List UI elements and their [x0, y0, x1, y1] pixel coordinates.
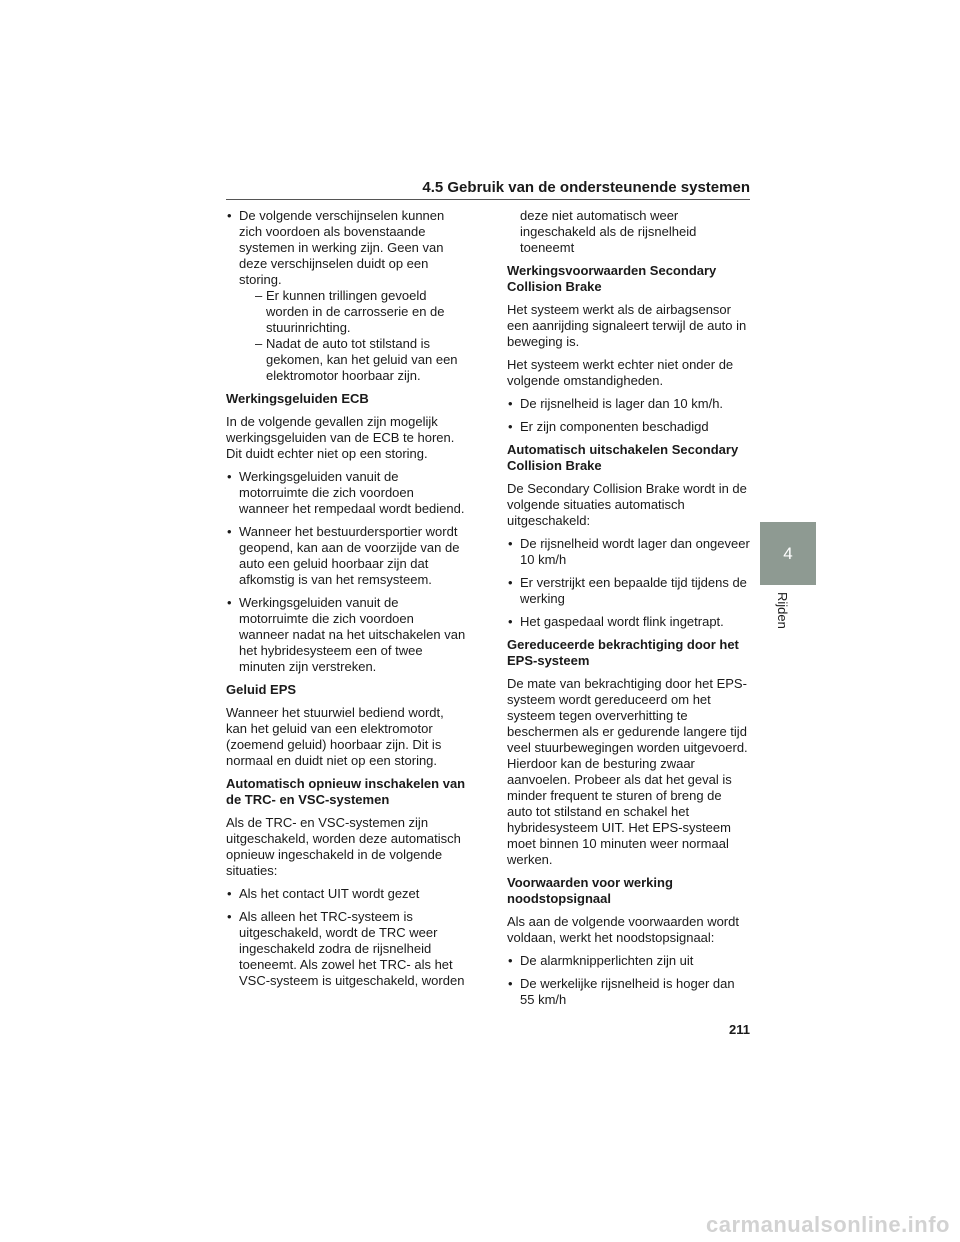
- list-item: • Er zijn componenten beschadigd: [507, 419, 750, 435]
- list-item: • Het gaspedaal wordt flink ingetrapt.: [507, 614, 750, 630]
- heading-auto-off: Automatisch uitschakelen Secondary Collision Brake: [507, 442, 739, 473]
- paragraph-ecb: In de volgende gevallen zijn mogelijk werkingsgeluiden van de ECB te horen. Dit duidt echter niet op een storing.: [226, 414, 455, 461]
- list-item: • De werkelijke rijsnelheid is hoger dan 55 km/h: [507, 976, 750, 1008]
- paragraph-reduced-assist: De mate van bekrachtiging door het EPS-systeem wordt gereduceerd om het systeem tegen oververhitting te beschermen als er gedurende langere tijd veel stuurbewegingen worden uitgevoerd. Hierdoor kan de besturing zwaar aanvoelen. Probeer als dat het geval is minder frequent te sturen of breng de auto tot stilstand en schakel het hybridesysteem UIT. Het EPS-systeem moet binnen 10 minuten weer normaal werken.: [507, 676, 748, 867]
- paragraph-emergency-signal: Als aan de volgende voorwaarden wordt voldaan, werkt het noodstopsignaal:: [507, 914, 739, 945]
- list-item: • De alarmknipperlichten zijn uit: [507, 953, 750, 969]
- bullet-text: • De volgende verschijnselen kunnen zich voordoen als bovenstaande systemen in werking zijn. Geen van deze verschijnselen duidt op een storing.: [239, 208, 445, 287]
- list-item: • Er verstrijkt een bepaalde tijd tijdens de werking: [507, 575, 750, 607]
- header-divider: [226, 199, 750, 200]
- list-item: • Als het contact UIT wordt gezet: [226, 886, 466, 902]
- page-number: 211: [729, 1022, 750, 1037]
- watermark: carmanualsonline.info: [706, 1212, 950, 1237]
- sub-item: – Er kunnen trillingen gevoeld worden in de carrosserie en de stuurinrichting.: [239, 288, 466, 336]
- sub-item: – Nadat de auto tot stilstand is gekomen, kan het geluid van een elektromotor hoorbaar zijn.: [239, 336, 466, 384]
- section-header: 4.5 Gebruik van de ondersteunende systemen: [422, 179, 750, 196]
- list-item: • Als alleen het TRC-systeem is uitgeschakeld, wordt de TRC weer ingeschakeld zodra de rijsnelheid toeneemt. Als zowel het TRC- als het VSC-systeem is uitgeschakeld, worden: [226, 909, 466, 989]
- chapter-tab-label: Rijden: [775, 592, 790, 629]
- heading-trc: Automatisch opnieuw inschakelen van de TRC- en VSC-systemen: [226, 776, 466, 807]
- paragraph-trc: Als de TRC- en VSC-systemen zijn uitgeschakeld, worden deze automatisch opnieuw ingeschakeld in de volgende situaties:: [226, 815, 461, 878]
- heading-eps: Geluid EPS: [226, 682, 297, 697]
- list-item-continuation: deze niet automatisch weer ingeschakeld als de rijsnelheid toeneemt: [520, 208, 697, 255]
- right-column: [507, 208, 750, 1015]
- list-item: • De rijsnelheid is lager dan 10 km/h.: [507, 396, 750, 412]
- paragraph-scb-2: Het systeem werkt echter niet onder de volgende omstandigheden.: [507, 357, 734, 388]
- heading-reduced-assist: Gereduceerde bekrachtiging door het EPS-systeem: [507, 637, 739, 668]
- list-item: • Werkingsgeluiden vanuit de motorruimte die zich voordoen wanneer het rempedaal wordt bediend.: [226, 469, 466, 517]
- paragraph-auto-off: De Secondary Collision Brake wordt in de volgende situaties automatisch uitgeschakeld:: [507, 481, 747, 528]
- list-item: • Werkingsgeluiden vanuit de motorruimte die zich voordoen wanneer nadat na het uitschakelen van het hybridesysteem een of twee minuten zijn verstreken.: [226, 595, 466, 675]
- chapter-tab: 4: [760, 522, 816, 585]
- left-column: [226, 208, 466, 996]
- heading-scb: Werkingsvoorwaarden Secondary Collision Brake: [507, 263, 717, 294]
- heading-ecb: Werkingsgeluiden ECB: [226, 391, 369, 406]
- list-item: • Wanneer het bestuurdersportier wordt geopend, kan aan de voorzijde van de auto een geluid hoorbaar zijn dat afkomstig is van het remsysteem.: [226, 524, 466, 588]
- paragraph-eps: Wanneer het stuurwiel bediend wordt, kan het geluid van een elektromotor (zoemend geluid) hoorbaar zijn. Dit is normaal en duidt niet op een storing.: [226, 705, 444, 768]
- heading-emergency-signal: Voorwaarden voor werking noodstopsignaal: [507, 875, 673, 906]
- list-item: [226, 208, 466, 384]
- list-item: • De rijsnelheid wordt lager dan ongeveer 10 km/h: [507, 536, 750, 568]
- paragraph-scb-1: Het systeem werkt als de airbagsensor een aanrijding signaleert terwijl de auto in beweging is.: [507, 302, 747, 349]
